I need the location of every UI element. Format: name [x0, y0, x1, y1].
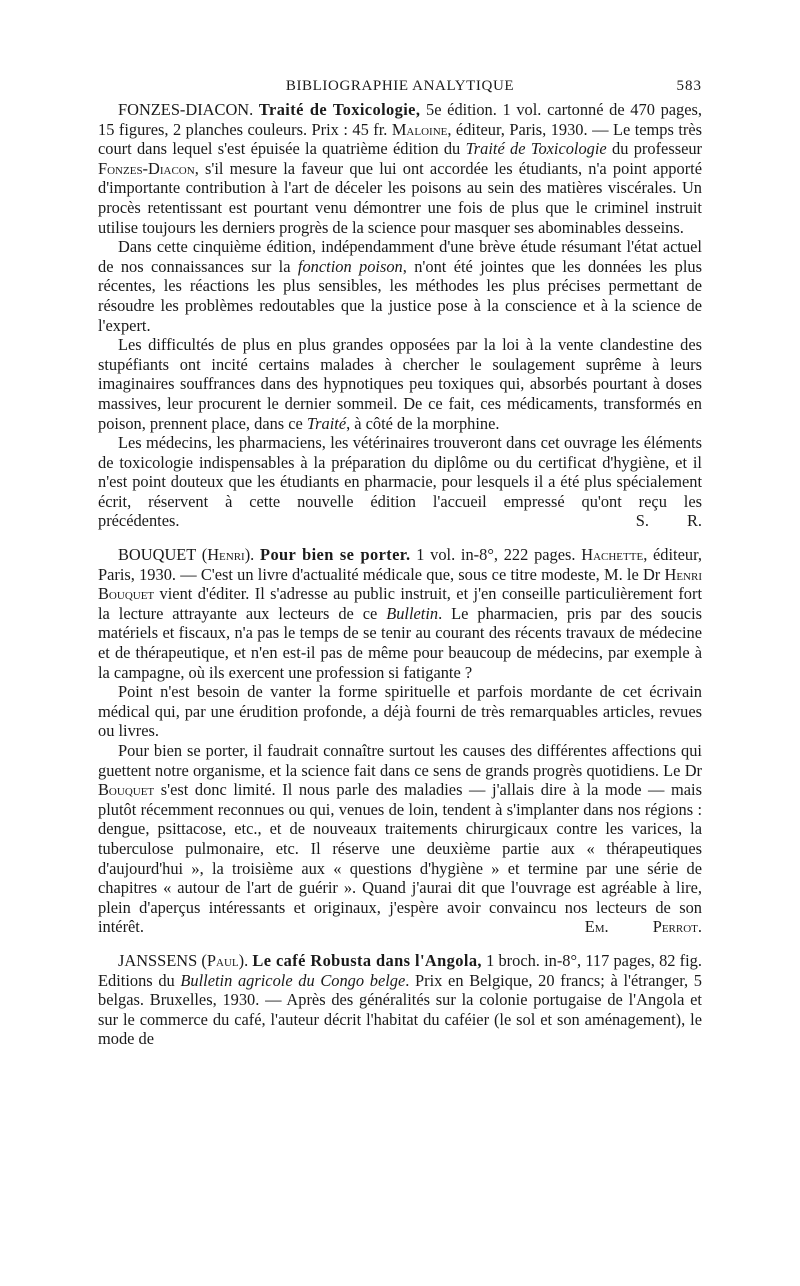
- journal-page: [98, 66, 702, 1049]
- author-small-caps: Henri Bouquet: [98, 564, 702, 604]
- bibliographic-details: 1 vol. in-8°, 222 pages.: [410, 545, 582, 565]
- italic-term: Traité: [306, 413, 347, 433]
- text-run: . Prix en Belgique, 20 francs; à l'étranger, 5 belgas. Bruxelles, 1930. — Après des généralités sur la colonie portugaise de l'Angola et sur le commerce du café, l'auteur décrit l'habitat du caféier (le sol et son aménagement), le mode de: [98, 970, 702, 1049]
- text-run: Point n'est besoin de vanter la forme spirituelle et parfois mordante de cet écrivain médical qui, par une érudition profonde, a déjà fourni de très remarquables articles, revues ou livres.: [98, 682, 702, 741]
- italic-term: Bulletin: [386, 603, 439, 623]
- text-run: Les difficultés de plus en plus grandes opposées par la loi à la vente clandestine des stupéfiants ont incité certains malades à chercher le soulagement suprême à leurs imaginaires souffrances dans des hypnotiques peu toxiques qui, absorbés pourtant à doses massives, leur procurent le dernier sommeil. De ce fait, ces médicaments, transformés en poison, prennent place, dans ce: [98, 335, 702, 433]
- text-run: . Le pharmacien, pris par des soucis matériels et fiscaux, n'a pas le temps de se tenir au courant des récents travaux de médecine et de thérapeutique, et n'en est-il pas de même pour beaucoup de médecins, par exemple à la campagne, où ils exercent une profession si fatigante ?: [98, 603, 702, 682]
- reviewer-signature: Em. Perrot.: [584, 917, 702, 937]
- review-paragraph: [98, 100, 702, 237]
- review-author-close: ).: [244, 545, 255, 565]
- work-title-italic: Traité de Toxicologie: [465, 139, 607, 159]
- review-paragraph: [98, 741, 702, 937]
- italic-term: fonction poison: [297, 256, 403, 276]
- author-small-caps: Fonzes-Diacon: [98, 158, 195, 178]
- bibliographic-details-cont: , éditeur, Paris, 1930. — Le temps très court dans lequel s'est épuisée la quatrième édition du: [98, 119, 703, 159]
- publication-italic: Bulletin agricole du Congo belge: [180, 970, 406, 990]
- reviewer-signature: S. R.: [635, 511, 703, 531]
- text-run: , à côté de la morphine.: [346, 413, 500, 433]
- review-paragraph: [98, 237, 702, 335]
- book-title: Traité de Toxicologie,: [258, 100, 421, 119]
- text-run: Les médecins, les pharmaciens, les vétérinaires trouveront dans cet ouvrage les éléments de toxicologie indispensables à la préparation du diplôme ou du certificat d'hygiène, et il n'est point douteux que les étudiants en pharmacie, pour lesquels il a été plus spécialement écrit, réservent à cette nouvelle édition l'accueil empressé qu'ont reçu les précédentes.: [98, 433, 702, 531]
- review-author: BOUQUET (: [118, 545, 208, 565]
- running-title: BIBLIOGRAPHIE ANALYTIQUE: [285, 78, 515, 94]
- bibliographic-details: 5e édition. 1 vol. cartonné de 470 pages, 15 figures, 2 planches couleurs. Prix : 45 fr.: [98, 100, 702, 139]
- review-author-close: ).: [238, 950, 249, 970]
- review-paragraph: [98, 951, 702, 1049]
- bibliographic-details: 1 broch. in-8°, 117 pages, 82 fig. Editions du: [98, 950, 702, 990]
- publisher-name: Maloine: [391, 119, 448, 139]
- text-run: du professeur: [606, 139, 703, 159]
- review-author: JANSSENS (: [118, 950, 207, 970]
- review-author: FONZES-DIACON.: [118, 100, 254, 119]
- review-paragraph: [98, 335, 702, 433]
- book-title: Le café Robusta dans l'Angola,: [252, 950, 482, 970]
- text-run: , n'ont été jointes que les données les plus récentes, les réactions les plus sensibles, les méthodes les plus précises permettant de résoudre les problèmes redoutables que la justice pose à la conscience et à la science de l'expert.: [98, 256, 703, 335]
- review-janssens: [98, 951, 702, 1049]
- bibliographic-details-cont: , éditeur, Paris, 1930. — C'est un livre d'actualité médicale que, sous ce titre modeste, M. le Dr: [98, 545, 702, 584]
- running-head: [98, 66, 702, 92]
- review-paragraph: [98, 433, 702, 531]
- text-run: s'est donc limité. Il nous parle des maladies — j'allais dire à la mode — mais plutôt récemment reconnues ou qui, venues de loin, tendent à s'implanter dans nos régions : dengue, psittacose, etc., et de nouveaux traitements chirurgicaux contre les varices, la tuberculose pulmonaire, etc. Il réserve une deuxième partie aux « thérapeutiques d'aujourd'hui », la troisième aux « questions d'hygiène » et termine par une série de chapitres « autour de l'art de guérir ». Quand j'aurai dit que l'ouvrage est agréable à lire, plein d'aperçus intéressants et originaux, j'espère avoir convaincu nos lecteurs de son intérêt.: [98, 780, 702, 937]
- book-title: Pour bien se porter.: [260, 545, 411, 565]
- review-bouquet: [98, 545, 702, 937]
- review-paragraph: [98, 682, 702, 741]
- author-first-name: Paul: [206, 950, 239, 970]
- author-first-name: Henri: [207, 545, 245, 565]
- text-run: Dans cette cinquième édition, indépendamment d'une brève étude résumant l'état actuel de nos connaissances sur la: [98, 237, 702, 276]
- text-run: Pour bien se porter, il faudrait connaître surtout les causes des différentes affections qui guettent notre organisme, et la science fait dans ce sens de grands progrès quotidiens. Le Dr: [98, 741, 702, 780]
- text-run: vient d'éditer. Il s'adresse au public instruit, et j'en conseille particulièrement fort la lecture attrayante aux lecteurs de ce: [98, 584, 702, 623]
- review-paragraph: [98, 545, 702, 682]
- review-fonzes-diacon: [98, 100, 702, 531]
- text-run: , s'il mesure la faveur que lui ont accordée les étudiants, n'a point apporté d'importante contribution à l'art de déceler les poisons au sein des matières viscérales. Un procès retentissant est pourtant venu démontrer une fois de plus que le criminel instruit utilise toujours les derniers progrès de la science pour masquer ses abominables desseins.: [98, 158, 702, 237]
- publisher-name: Hachette: [581, 545, 644, 565]
- page-number: 583: [676, 78, 702, 94]
- author-small-caps: Bouquet: [98, 780, 155, 800]
